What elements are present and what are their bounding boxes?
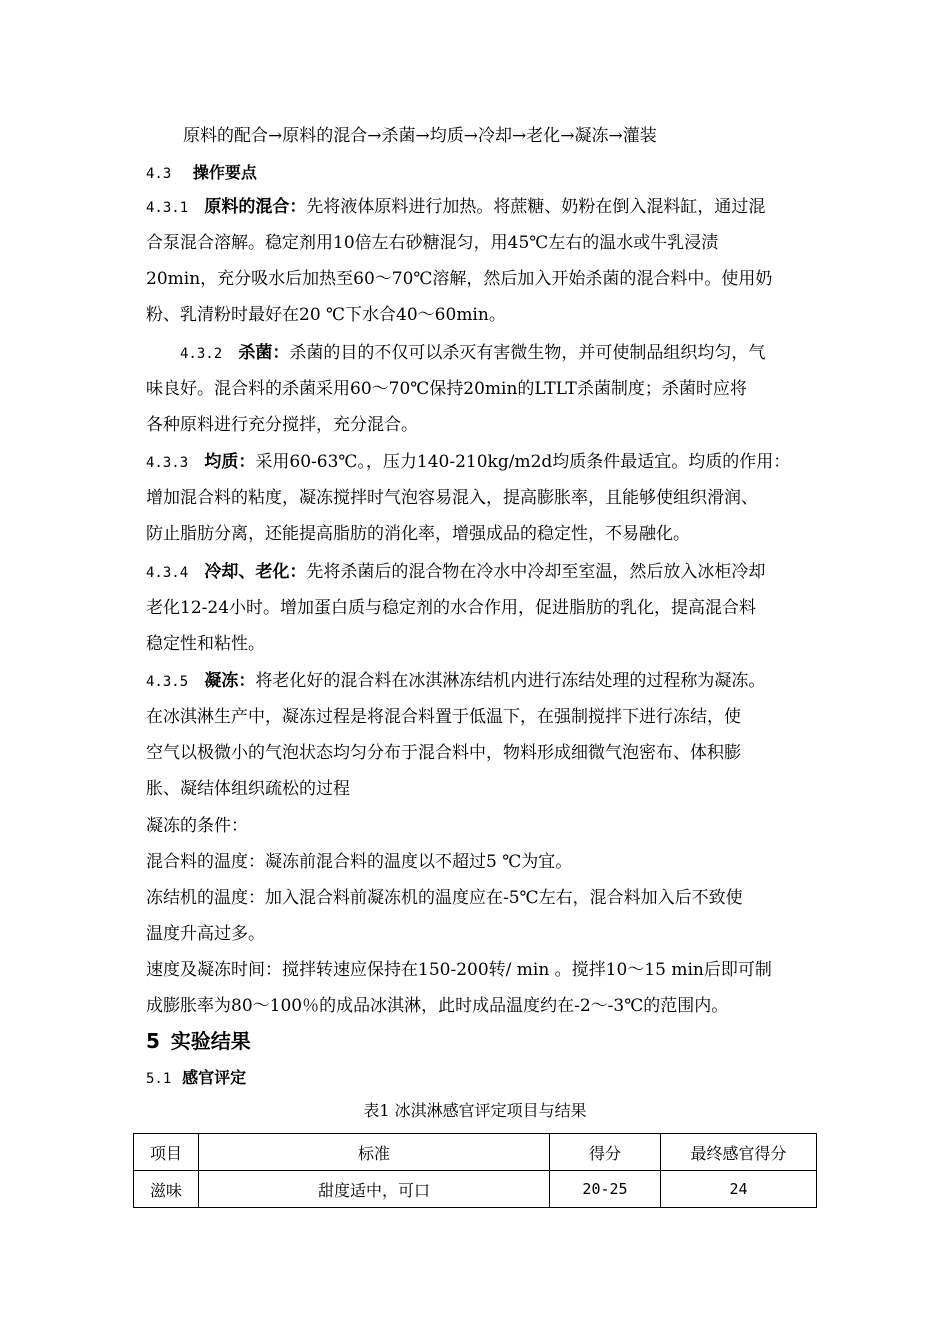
table-header-row	[134, 1134, 817, 1171]
condition-speed-time: 速度及凝冻时间：搅拌转速应保持在150-200转/ min 。搅拌10～15 min后即可制	[146, 960, 772, 980]
table-caption: 表1 冰淇淋感官评定项目与结果	[363, 1101, 587, 1120]
section-4-3-5-line-2: 在冰淇淋生产中，凝冻过程是将混合料置于低温下，在强制搅拌下进行冻结，使	[146, 707, 741, 727]
section-4-3-2-line-1: 4.3.2 杀菌：杀菌的目的不仅可以杀灭有害微生物，并可使制品组织均匀，气	[180, 343, 766, 363]
section-4-3-2-title: 杀菌：	[238, 343, 290, 363]
section-4-3-3-title: 均质：	[204, 452, 256, 472]
cell-standard: 甜度适中，可口	[199, 1171, 550, 1208]
sensory-evaluation-table	[133, 1133, 817, 1208]
header-score: 得分	[550, 1134, 661, 1171]
condition-freezer-temperature: 冻结机的温度：加入混合料前凝冻机的温度应在-5℃左右，混合料加入后不致使	[146, 888, 743, 908]
heading-5: 5 实验结果	[146, 1029, 251, 1053]
heading-4-3: 4.3 操作要点	[146, 163, 257, 182]
section-4-3-5-line-1: 4.3.5 凝冻：将老化好的混合料在冰淇淋冻结机内进行冻结处理的过程称为凝冻。	[146, 671, 766, 691]
conditions-title: 凝冻的条件：	[146, 816, 248, 836]
section-4-3-4-line-1: 4.3.4 冷却、老化：先将杀菌后的混合物在冷水中冷却至室温，然后放入冰柜冷却	[146, 562, 766, 582]
section-4-3-1-line-2: 合泵混合溶解。稳定剂用10倍左右砂糖混匀，用45℃左右的温水或牛乳浸渍	[146, 233, 719, 253]
section-4-3-4-title: 冷却、老化：	[204, 562, 307, 582]
section-4-3-4-line-2: 老化12-24小时。增加蛋白质与稳定剂的水合作用，促进脂肪的乳化，提高混合料	[146, 598, 757, 618]
condition-freezer-temperature-cont: 温度升高过多。	[146, 924, 265, 944]
process-flow: 原料的配合→原料的混合→杀菌→均质→冷却→老化→凝冻→灌装	[183, 126, 657, 146]
section-4-3-3-line-3: 防止脂肪分离，还能提高脂肪的消化率，增强成品的稳定性，不易融化。	[146, 524, 690, 544]
table-row	[134, 1171, 817, 1208]
heading-5-1: 5.1 感官评定	[146, 1068, 247, 1087]
section-4-3-3-line-1: 4.3.3 均质：采用60-63℃。，压力140-210kg/m2d均质条件最适宜。均质的作用：	[146, 452, 791, 472]
section-4-3-5-title: 凝冻：	[204, 671, 256, 691]
section-4-3-2-line-3: 各种原料进行充分搅拌，充分混合。	[146, 415, 418, 435]
section-4-3-5-line-4: 胀、凝结体组织疏松的过程	[146, 779, 350, 799]
section-4-3-3-line-2: 增加混合料的粘度，凝冻搅拌时气泡容易混入，提高膨胀率，且能够使组织滑润、	[146, 488, 758, 508]
section-4-3-2-line-2: 味良好。混合料的杀菌采用60～70℃保持20min的LTLT杀菌制度；杀菌时应将	[146, 379, 747, 399]
section-4-3-1-title: 原料的混合：	[204, 197, 307, 217]
header-standard: 标准	[199, 1134, 550, 1171]
header-final-score: 最终感官得分	[661, 1134, 817, 1171]
cell-item: 滋味	[134, 1171, 199, 1208]
section-4-3-1-line-4: 粉、乳清粉时最好在20 ℃下水合40～60min。	[146, 305, 506, 325]
condition-mix-temperature: 混合料的温度：凝冻前混合料的温度以不超过5 ℃为宜。	[146, 852, 573, 872]
section-4-3-1-line-3: 20min，充分吸水后加热至60～70℃溶解，然后加入开始杀菌的混合料中。使用奶	[146, 269, 773, 289]
section-4-3-1-line-1: 4.3.1 原料的混合：先将液体原料进行加热。将蔗糖、奶粉在倒入混料缸，通过混	[146, 197, 766, 217]
cell-final-score: 24	[661, 1171, 817, 1208]
section-4-3-5-line-3: 空气以极微小的气泡状态均匀分布于混合料中，物料形成细微气泡密布、体积膨	[146, 743, 741, 763]
cell-score: 20-25	[550, 1171, 661, 1208]
section-4-3-4-line-3: 稳定性和粘性。	[146, 634, 265, 654]
condition-speed-time-cont: 成膨胀率为80～100％的成品冰淇淋，此时成品温度约在-2～-3℃的范围内。	[146, 996, 729, 1016]
header-item: 项目	[134, 1134, 199, 1171]
